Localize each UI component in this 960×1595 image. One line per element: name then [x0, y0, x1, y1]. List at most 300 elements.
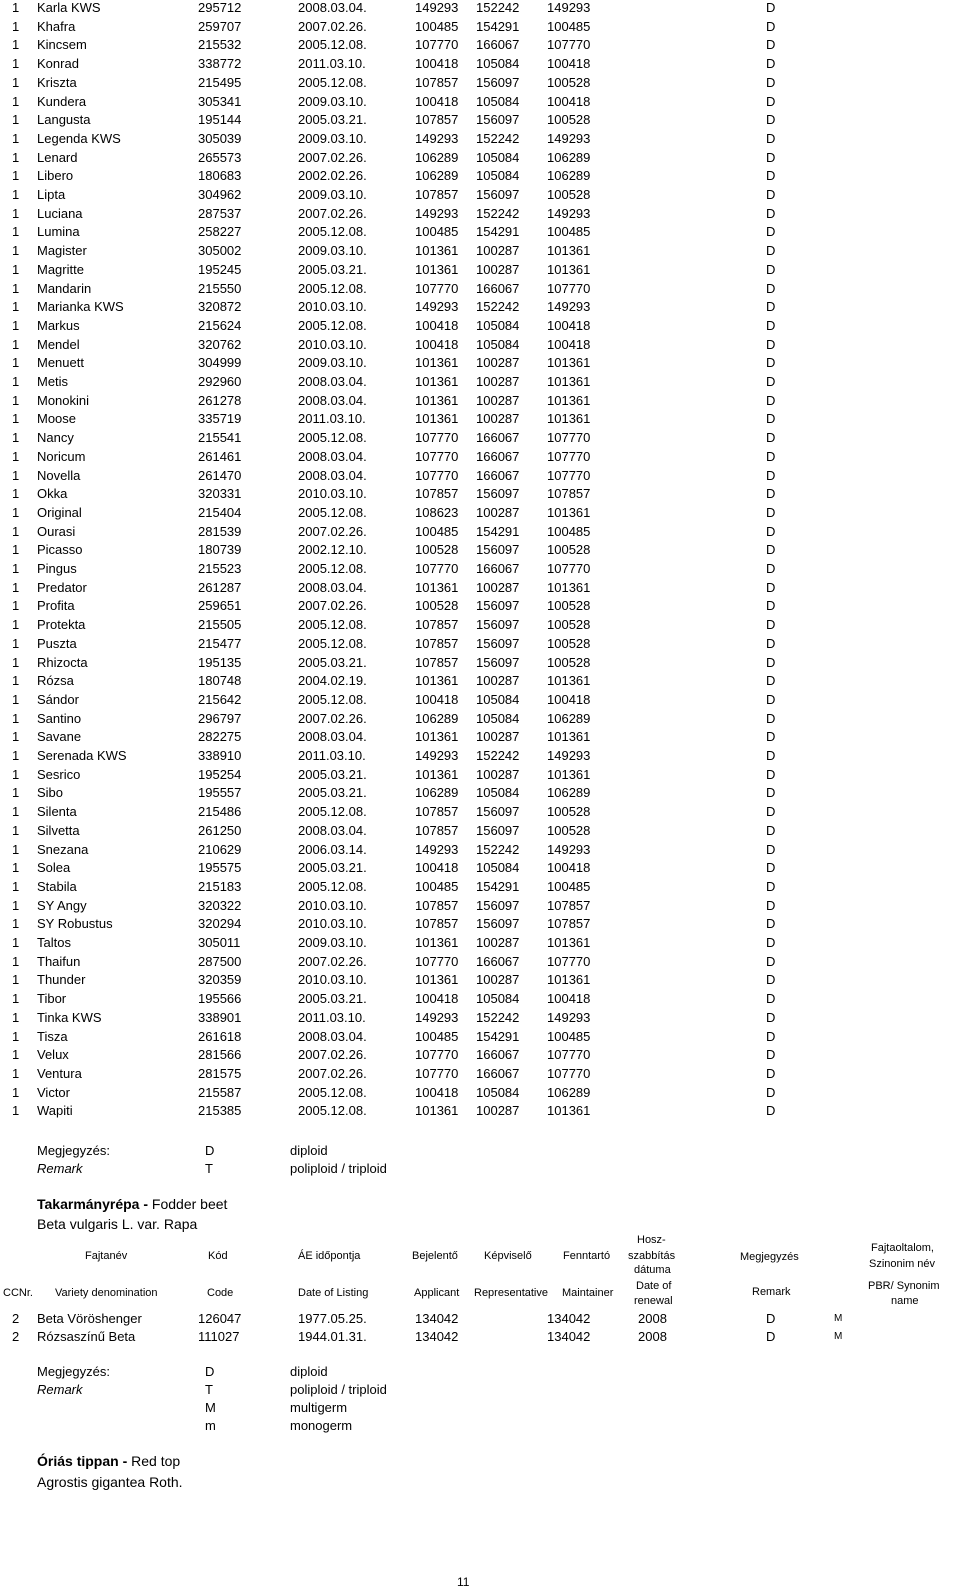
- cell-code: 261250: [198, 822, 242, 838]
- cell-maintainer: 149293: [547, 748, 591, 763]
- cell-ccnr: 2: [12, 1329, 20, 1344]
- cell-date: 2008.03.04.: [298, 374, 367, 389]
- table-row: [0, 596, 960, 615]
- cell-ccnr: 1: [12, 1009, 20, 1025]
- cell-representative: 105084: [476, 785, 520, 801]
- table-row: [0, 0, 960, 17]
- cell-ploidy: D: [766, 523, 776, 539]
- cell-ploidy: D: [766, 542, 776, 558]
- cell-ploidy: D: [766, 149, 776, 165]
- cell-representative: 152242: [476, 841, 520, 857]
- cell-maintainer: 101361: [547, 374, 591, 389]
- cell-date: 2010.03.10.: [298, 916, 367, 932]
- legend-code: T: [205, 1161, 213, 1176]
- legend-label-hu: Megjegyzés:: [37, 1364, 110, 1379]
- cell-applicant: 101361: [415, 729, 459, 745]
- cell-variety: Lenard: [37, 149, 78, 165]
- table-row: [0, 952, 960, 971]
- cell-representative: 154291: [476, 18, 520, 34]
- cell-ccnr: 1: [12, 822, 20, 838]
- cell-ploidy: D: [766, 56, 776, 72]
- cell-applicant: 107857: [415, 112, 459, 128]
- cell-ploidy: D: [766, 1103, 776, 1119]
- cell-date: 2009.03.10.: [298, 243, 367, 259]
- table-row: [0, 540, 960, 559]
- cell-date: 2005.12.08.: [298, 691, 367, 707]
- table-row: [0, 1008, 960, 1027]
- table-row: [0, 653, 960, 672]
- cell-representative: 105084: [476, 168, 520, 184]
- cell-maintainer: 100418: [547, 991, 591, 1007]
- cell-applicant: 101361: [415, 766, 459, 782]
- table-row: [0, 522, 960, 541]
- cell-code: 335719: [198, 411, 242, 427]
- table-row: [0, 335, 960, 354]
- cell-variety: Marianka KWS: [37, 299, 124, 315]
- cell-date: 2005.12.08.: [298, 224, 367, 240]
- cell-code: 320322: [198, 897, 242, 913]
- cell-date: 2010.03.10.: [298, 299, 367, 315]
- cell-ccnr: 1: [12, 1084, 20, 1100]
- cell-code: 320872: [198, 299, 242, 315]
- cell-ccnr: 1: [12, 0, 20, 15]
- table-row: [0, 409, 960, 428]
- cell-maintainer: 134042: [547, 1329, 591, 1344]
- table-row: [0, 73, 960, 92]
- cell-maintainer: 100528: [547, 598, 591, 614]
- cell-code: 215642: [198, 691, 242, 707]
- cell-code: 215385: [198, 1103, 242, 1119]
- table-row: [0, 877, 960, 896]
- cell-applicant: 107770: [415, 1065, 459, 1081]
- cell-representative: 156097: [476, 822, 520, 838]
- table-row: [0, 1309, 960, 1328]
- cell-maintainer: 100418: [547, 317, 591, 333]
- cell-ploidy: D: [766, 168, 776, 184]
- header-variety-en: Variety denomination: [55, 1287, 158, 1299]
- cell-code: 215477: [198, 635, 242, 651]
- cell-date: 2005.03.21.: [298, 991, 367, 1007]
- table-row: [0, 316, 960, 335]
- cell-variety: Monokini: [37, 392, 90, 408]
- cell-applicant: 107857: [415, 654, 459, 670]
- cell-ccnr: 1: [12, 467, 20, 483]
- cell-date: 2005.12.08.: [298, 280, 367, 296]
- cell-code: 261470: [198, 467, 242, 483]
- legend-row: [0, 1417, 960, 1435]
- cell-applicant: 100485: [415, 878, 459, 894]
- cell-date: 2009.03.10.: [298, 187, 367, 202]
- cell-applicant: 149293: [415, 299, 459, 315]
- cell-applicant: 149293: [415, 130, 459, 146]
- cell-maintainer: 149293: [547, 205, 591, 221]
- cell-date: 2005.12.08.: [298, 561, 367, 576]
- cell-code: 215587: [198, 1084, 242, 1100]
- cell-maintainer: 107857: [547, 486, 591, 502]
- cell-ploidy: D: [766, 205, 776, 221]
- table-row: [0, 1045, 960, 1064]
- cell-applicant: 101361: [415, 972, 459, 988]
- cell-ccnr: 1: [12, 804, 20, 820]
- cell-date: 2007.02.26.: [298, 1065, 367, 1081]
- cell-ccnr: 1: [12, 149, 20, 165]
- cell-date: 2002.02.26.: [298, 168, 367, 184]
- cell-maintainer: 107770: [547, 37, 591, 53]
- cell-date: 2010.03.10.: [298, 486, 367, 502]
- cell-ccnr: 1: [12, 261, 20, 277]
- cell-variety: Stabila: [37, 878, 77, 894]
- cell-maintainer: 106289: [547, 1084, 591, 1100]
- header-code-en: Code: [207, 1287, 234, 1299]
- cell-ccnr: 1: [12, 860, 20, 876]
- cell-applicant: 107857: [415, 74, 459, 90]
- cell-ccnr: 1: [12, 18, 20, 34]
- cell-ccnr: 1: [12, 74, 20, 90]
- cell-code: 215523: [198, 561, 242, 576]
- cell-applicant: 100485: [415, 523, 459, 539]
- cell-variety: Luciana: [37, 205, 83, 221]
- cell-ccnr: 1: [12, 486, 20, 502]
- cell-variety: Predator: [37, 579, 87, 595]
- cell-ploidy: D: [766, 1311, 776, 1326]
- cell-variety: Silvetta: [37, 822, 80, 838]
- cell-maintainer: 107770: [547, 1065, 591, 1081]
- cell-date: 2004.02.19.: [298, 673, 367, 689]
- cell-ccnr: 1: [12, 1065, 20, 1081]
- table-row: [0, 821, 960, 840]
- cell-date: 2010.03.10.: [298, 336, 367, 352]
- cell-maintainer: 107770: [547, 467, 591, 483]
- cell-code: 215541: [198, 430, 242, 446]
- cell-ccnr: 1: [12, 355, 20, 371]
- cell-ccnr: 1: [12, 766, 20, 782]
- header-maintainer-hu: Fenntartó: [563, 1250, 611, 1262]
- cell-ccnr: 1: [12, 374, 20, 389]
- cell-ccnr: 1: [12, 1103, 20, 1119]
- cell-variety: Snezana: [37, 841, 89, 857]
- legend-code: D: [205, 1364, 215, 1379]
- cell-code: 281575: [198, 1065, 242, 1081]
- cell-maintainer: 101361: [547, 392, 591, 408]
- cell-representative: 156097: [476, 635, 520, 651]
- cell-date: 2005.12.08.: [298, 37, 367, 53]
- header-representative-en: Representative: [474, 1287, 548, 1299]
- cell-applicant: 106289: [415, 149, 459, 165]
- cell-code: 287500: [198, 953, 242, 969]
- cell-ccnr: 1: [12, 392, 20, 408]
- cell-representative: 100287: [476, 504, 520, 520]
- cell-maintainer: 100485: [547, 1028, 591, 1044]
- cell-variety: Thaifun: [37, 953, 81, 969]
- cell-representative: 156097: [476, 617, 520, 633]
- cell-representative: 166067: [476, 37, 520, 53]
- cell-representative: 105084: [476, 1084, 520, 1100]
- table-row: [0, 671, 960, 690]
- cell-maintainer: 149293: [547, 1009, 591, 1025]
- cell-representative: 100287: [476, 729, 520, 745]
- cell-variety: Protekta: [37, 617, 86, 633]
- cell-variety: Rhizocta: [37, 654, 88, 670]
- cell-applicant: 107857: [415, 187, 459, 202]
- table-row: [0, 279, 960, 298]
- cell-code: 215624: [198, 317, 242, 333]
- cell-code: 210629: [198, 841, 242, 857]
- cell-applicant: 107770: [415, 430, 459, 446]
- cell-date: 2005.12.08.: [298, 504, 367, 520]
- cell-applicant: 101361: [415, 243, 459, 259]
- cell-applicant: 101361: [415, 411, 459, 427]
- cell-ploidy: D: [766, 317, 776, 333]
- cell-applicant: 100418: [415, 860, 459, 876]
- table-row: [0, 1064, 960, 1083]
- cell-code: 195245: [198, 261, 242, 277]
- cell-representative: 100287: [476, 935, 520, 950]
- cell-applicant: 107857: [415, 916, 459, 932]
- cell-date: 2005.12.08.: [298, 878, 367, 894]
- cell-variety: Markus: [37, 317, 80, 333]
- cell-variety: Legenda KWS: [37, 130, 121, 146]
- cell-representative: 156097: [476, 187, 520, 202]
- cell-ccnr: 1: [12, 841, 20, 857]
- cell-code: 215486: [198, 804, 242, 820]
- cell-applicant: 107857: [415, 897, 459, 913]
- cell-representative: 100287: [476, 374, 520, 389]
- cell-date: 1977.05.25.: [298, 1311, 367, 1326]
- cell-applicant: 100418: [415, 56, 459, 72]
- cell-variety: SY Angy: [37, 897, 87, 913]
- cell-maintainer: 149293: [547, 299, 591, 315]
- cell-maintainer: 100485: [547, 878, 591, 894]
- cell-applicant: 149293: [415, 748, 459, 763]
- cell-variety: Tibor: [37, 991, 67, 1007]
- cell-ploidy: D: [766, 392, 776, 408]
- cell-representative: 156097: [476, 74, 520, 90]
- cell-maintainer: 101361: [547, 504, 591, 520]
- table-row: [0, 709, 960, 728]
- cell-applicant: 101361: [415, 1103, 459, 1119]
- table-row: [0, 578, 960, 597]
- cell-ccnr: 1: [12, 504, 20, 520]
- cell-date: 2008.03.04.: [298, 467, 367, 483]
- cell-applicant: 100485: [415, 18, 459, 34]
- page-number: 11: [457, 1575, 470, 1589]
- cell-variety: Okka: [37, 486, 68, 502]
- cell-ploidy: D: [766, 935, 776, 950]
- cell-ploidy: D: [766, 1009, 776, 1025]
- cell-applicant: 101361: [415, 673, 459, 689]
- table-row: [0, 372, 960, 391]
- cell-applicant: 107770: [415, 561, 459, 576]
- table-row: [0, 634, 960, 653]
- table-row: [0, 260, 960, 279]
- table-row: [0, 802, 960, 821]
- cell-code: 281539: [198, 523, 242, 539]
- cell-variety: Sándor: [37, 691, 79, 707]
- header-representative-hu: Képviselő: [484, 1250, 532, 1262]
- cell-applicant: 100418: [415, 1084, 459, 1100]
- cell-code: 258227: [198, 224, 242, 240]
- cell-representative: 166067: [476, 561, 520, 576]
- cell-representative: 105084: [476, 56, 520, 72]
- cell-code: 338910: [198, 748, 242, 763]
- cell-date: 2005.03.21.: [298, 766, 367, 782]
- section-title-hu: Takarmányrépa -: [37, 1196, 149, 1212]
- cell-variety: Ourasi: [37, 523, 76, 539]
- cell-representative: 100287: [476, 355, 520, 371]
- table-row: [0, 428, 960, 447]
- cell-renewal: 2008: [638, 1311, 667, 1326]
- section-title-en: Fodder beet: [151, 1196, 228, 1212]
- cell-ploidy: D: [766, 486, 776, 502]
- cell-code: 215183: [198, 878, 242, 894]
- table-row: [0, 92, 960, 111]
- cell-code: 304999: [198, 355, 242, 371]
- cell-date: 2008.03.04.: [298, 729, 367, 745]
- cell-variety: Tinka KWS: [37, 1009, 102, 1025]
- table-row: [0, 1083, 960, 1102]
- cell-applicant: 101361: [415, 355, 459, 371]
- table-row: [0, 148, 960, 167]
- cell-representative: 105084: [476, 149, 520, 165]
- cell-applicant: 107857: [415, 635, 459, 651]
- cell-ccnr: 1: [12, 878, 20, 894]
- cell-date: 2007.02.26.: [298, 149, 367, 165]
- cell-code: 195566: [198, 991, 242, 1007]
- header-remark-en: Remark: [752, 1286, 791, 1298]
- cell-applicant: 100485: [415, 224, 459, 240]
- cell-ccnr: 1: [12, 448, 20, 464]
- cell-code: 320331: [198, 486, 242, 502]
- cell-maintainer: 101361: [547, 411, 591, 427]
- cell-maintainer: 107770: [547, 1047, 591, 1063]
- header-synonym-hu-1: Fajtaoltalom,: [871, 1242, 934, 1254]
- cell-ploidy: D: [766, 18, 776, 34]
- table-row: [0, 17, 960, 36]
- cell-applicant: 149293: [415, 841, 459, 857]
- cell-ccnr: 1: [12, 598, 20, 614]
- cell-ccnr: 1: [12, 411, 20, 427]
- cell-code: 265573: [198, 149, 242, 165]
- table-row: [0, 746, 960, 765]
- cell-ccnr: 1: [12, 430, 20, 446]
- cell-ploidy: D: [766, 860, 776, 876]
- cell-code: 305011: [198, 935, 241, 950]
- header-remark-hu: Megjegyzés: [740, 1251, 799, 1263]
- table-row: [0, 110, 960, 129]
- table-row: [0, 447, 960, 466]
- cell-code: 261287: [198, 579, 242, 595]
- cell-ploidy: D: [766, 224, 776, 240]
- cell-representative: 100287: [476, 579, 520, 595]
- cell-ploidy: D: [766, 37, 776, 53]
- cell-date: 2005.03.21.: [298, 654, 367, 670]
- cell-ploidy: D: [766, 729, 776, 745]
- cell-variety: Khafra: [37, 18, 76, 34]
- cell-ccnr: 1: [12, 916, 20, 932]
- cell-applicant: 101361: [415, 935, 459, 950]
- cell-ploidy: D: [766, 112, 776, 128]
- table-row: [0, 914, 960, 933]
- cell-maintainer: 101361: [547, 673, 591, 689]
- legend-row: [0, 1160, 960, 1178]
- cell-ccnr: 1: [12, 1047, 20, 1063]
- cell-applicant: 100485: [415, 1028, 459, 1044]
- cell-representative: 166067: [476, 1047, 520, 1063]
- cell-ploidy: D: [766, 93, 776, 109]
- cell-maintainer: 100485: [547, 18, 591, 34]
- cell-applicant: 107770: [415, 1047, 459, 1063]
- cell-maintainer: 107857: [547, 897, 591, 913]
- cell-maintainer: 101361: [547, 1103, 591, 1119]
- cell-representative: 156097: [476, 654, 520, 670]
- cell-variety: Savane: [37, 729, 82, 745]
- cell-code: 261278: [198, 392, 242, 408]
- cell-code: 292960: [198, 374, 242, 389]
- cell-ploidy: D: [766, 1329, 776, 1344]
- cell-date: 2002.12.10.: [298, 542, 367, 558]
- cell-maintainer: 101361: [547, 261, 591, 277]
- table-row: [0, 783, 960, 802]
- cell-date: 2008.03.04.: [298, 822, 367, 838]
- cell-date: 2005.03.21.: [298, 261, 367, 277]
- table-row: [0, 840, 960, 859]
- table-row: [0, 615, 960, 634]
- cell-variety: Santino: [37, 710, 82, 726]
- cell-maintainer: 149293: [547, 841, 591, 857]
- cell-date: 2005.12.08.: [298, 74, 367, 90]
- cell-representative: 100287: [476, 1103, 520, 1119]
- cell-ccnr: 1: [12, 336, 20, 352]
- cell-maintainer: 107770: [547, 280, 591, 296]
- cell-date: 2008.03.04.: [298, 392, 367, 408]
- cell-ploidy: D: [766, 710, 776, 726]
- cell-ploidy: D: [766, 411, 776, 427]
- cell-maintainer: 100528: [547, 187, 591, 202]
- table-row: [0, 765, 960, 784]
- header-renewal-en-2: renewal: [634, 1295, 673, 1307]
- cell-maintainer: 100418: [547, 56, 591, 72]
- cell-applicant: 107770: [415, 37, 459, 53]
- legend-row: [0, 1381, 960, 1399]
- cell-date: 2007.02.26.: [298, 1047, 367, 1063]
- cell-ploidy: D: [766, 617, 776, 633]
- legend-desc: monogerm: [290, 1418, 353, 1433]
- cell-ploidy: D: [766, 991, 776, 1007]
- header-renewal-hu-1: Hosz-: [637, 1234, 666, 1246]
- cell-code: 259707: [198, 18, 242, 34]
- cell-ploidy: D: [766, 766, 776, 782]
- cell-maintainer: 107770: [547, 430, 591, 446]
- cell-ploidy: D: [766, 673, 776, 689]
- cell-representative: 154291: [476, 878, 520, 894]
- cell-code: 180739: [198, 542, 242, 558]
- cell-representative: 166067: [476, 448, 520, 464]
- legend-code: m: [205, 1418, 216, 1433]
- cell-applicant: 101361: [415, 374, 459, 389]
- cell-maintainer: 100485: [547, 523, 591, 539]
- cell-code: 295712: [198, 0, 242, 15]
- cell-variety: Velux: [37, 1047, 69, 1063]
- cell-maintainer: 106289: [547, 168, 591, 184]
- cell-maintainer: 107770: [547, 953, 591, 969]
- cell-variety: Ventura: [37, 1065, 82, 1081]
- table-row: [0, 896, 960, 915]
- cell-date: 2006.03.14.: [298, 841, 367, 857]
- cell-variety: Sesrico: [37, 766, 81, 782]
- table-row: [0, 970, 960, 989]
- cell-representative: 152242: [476, 748, 520, 763]
- cell-date: 2007.02.26.: [298, 953, 367, 969]
